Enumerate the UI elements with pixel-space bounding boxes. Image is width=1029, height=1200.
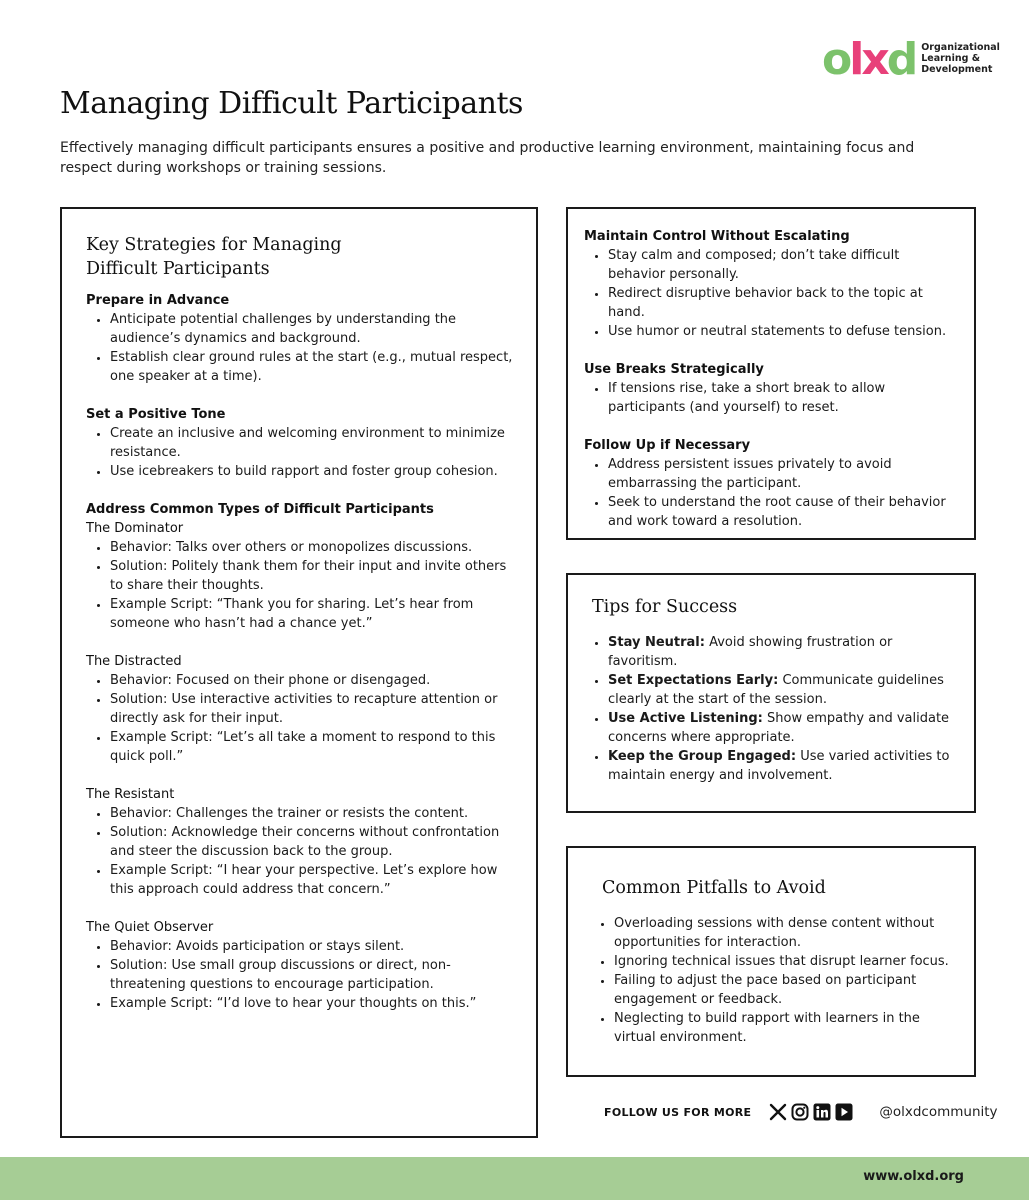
participant-type: The Distracted: [86, 654, 182, 669]
followup-list: [584, 455, 958, 531]
list-item: • Use icebreakers to build rapport and foster group cohesion.: [110, 462, 514, 481]
page-title: Managing Difficult Participants: [60, 86, 523, 121]
tip-text: Communicate guidelines clearly at the start of the session.: [608, 673, 944, 707]
list-item: • Anticipate potential challenges by understanding the audience’s dynamics and background.: [110, 310, 514, 348]
list-item: • Solution: Politely thank them for their input and invite others to share their thoughts.: [110, 557, 514, 595]
tone-list: [86, 424, 514, 481]
prepare-list: [86, 310, 514, 386]
list-item: • Example Script: “I’d love to hear your thoughts on this.”: [110, 994, 514, 1013]
section-heading: Set a Positive Tone: [86, 407, 226, 422]
tip-label: Use Active Listening:: [608, 711, 763, 726]
breaks-list: [584, 379, 958, 417]
section-heading: Address Common Types of Difficult Participants: [86, 502, 434, 517]
section-heading: Maintain Control Without Escalating: [584, 229, 850, 244]
list-item: • Ignoring technical issues that disrupt learner focus.: [614, 952, 958, 971]
tip-label: Stay Neutral:: [608, 635, 705, 650]
logo-text: [921, 42, 1000, 75]
tip-item: [608, 709, 958, 747]
section-heading: Prepare in Advance: [86, 293, 230, 308]
participant-type: The Quiet Observer: [86, 920, 214, 935]
logo-line: Development: [921, 63, 993, 75]
list-item: • Example Script: “Thank you for sharing. Let’s hear from someone who hasn’t had a chance yet.”: [110, 595, 514, 633]
list-item: • Solution: Use interactive activities to recapture attention or directly ask for their input.: [110, 690, 514, 728]
linkedin-icon[interactable]: [813, 1103, 831, 1121]
instagram-icon[interactable]: [791, 1103, 809, 1121]
tip-text: Avoid showing frustration or favoritism.: [608, 635, 893, 669]
list-item: • Example Script: “Let’s all take a moment to respond to this quick poll.”: [110, 728, 514, 766]
list-item: • Failing to adjust the pace based on participant engagement or feedback.: [614, 971, 958, 1009]
list-item: • Establish clear ground rules at the start (e.g., mutual respect, one speaker at a time).: [110, 348, 514, 386]
youtube-icon[interactable]: [835, 1103, 853, 1121]
list-item: • If tensions rise, take a short break to allow participants (and yourself) to reset.: [608, 379, 958, 417]
maintain-list: [584, 246, 958, 341]
logo-line: Learning &: [921, 52, 980, 64]
list-item: • Solution: Use small group discussions or direct, non-threatening questions to encourage participation.: [110, 956, 514, 994]
pitfalls-list: [592, 914, 958, 1047]
key-strategies-title: Key Strategies for Managing Difficult Participants: [86, 235, 342, 279]
follow-label: FOLLOW US FOR MORE: [604, 1105, 752, 1119]
tip-text: Show empathy and validate concerns where appropriate.: [608, 711, 950, 745]
logo-mark: [822, 34, 916, 85]
logo-line: Organizational: [921, 41, 1000, 53]
participant-type: The Resistant: [86, 787, 175, 802]
participant-type: The Dominator: [86, 521, 184, 536]
quiet-list: [86, 937, 514, 1013]
logo-letter-d: d: [886, 34, 916, 85]
pitfalls-box: [566, 846, 976, 1077]
footer-bar: [0, 1157, 1029, 1200]
social-handle[interactable]: @olxdcommunity: [879, 1104, 998, 1120]
list-item: • Example Script: “I hear your perspective. Let’s explore how this approach could address that concern.”: [110, 861, 514, 899]
intro-text: Effectively managing difficult participants ensures a positive and productive learning environment, maintaining focus and respect during workshops or training sessions.: [60, 140, 915, 176]
list-item: • Address persistent issues privately to avoid embarrassing the participant.: [608, 455, 958, 493]
pitfalls-title: Common Pitfalls to Avoid: [602, 878, 826, 898]
logo-letter-o: o: [822, 34, 850, 85]
tip-label: Keep the Group Engaged:: [608, 749, 797, 764]
list-item: • Behavior: Challenges the trainer or resists the content.: [110, 804, 514, 823]
list-item: • Overloading sessions with dense content without opportunities for interaction.: [614, 914, 958, 952]
tips-box: [566, 573, 976, 813]
section-heading: Use Breaks Strategically: [584, 362, 764, 377]
tip-item: [608, 747, 958, 785]
list-item: • Stay calm and composed; don’t take difficult behavior personally.: [608, 246, 958, 284]
logo-letter-x: x: [861, 34, 887, 85]
tip-text: Use varied activities to maintain energy and involvement.: [608, 749, 950, 783]
footer-url[interactable]: www.olxd.org: [863, 1169, 964, 1184]
x-icon[interactable]: [769, 1103, 787, 1121]
tip-item: [608, 633, 958, 671]
social-row: [604, 1100, 998, 1124]
list-item: • Behavior: Talks over others or monopolizes discussions.: [110, 538, 514, 557]
section-heading: Follow Up if Necessary: [584, 438, 751, 453]
list-item: • Use humor or neutral statements to defuse tension.: [608, 322, 958, 341]
tip-item: [608, 671, 958, 709]
list-item: • Solution: Acknowledge their concerns without confrontation and steer the discussion back to the group.: [110, 823, 514, 861]
logo-letter-l: l: [849, 34, 862, 85]
control-box: [566, 207, 976, 540]
resistant-list: [86, 804, 514, 899]
tips-list: [592, 633, 958, 785]
list-item: • Neglecting to build rapport with learners in the virtual environment.: [614, 1009, 958, 1047]
tip-label: Set Expectations Early:: [608, 673, 779, 688]
brand-logo: [822, 34, 1000, 85]
tips-title: Tips for Success: [592, 597, 738, 617]
distracted-list: [86, 671, 514, 766]
key-strategies-box: [60, 207, 538, 1138]
list-item: • Behavior: Avoids participation or stays silent.: [110, 937, 514, 956]
list-item: • Redirect disruptive behavior back to the topic at hand.: [608, 284, 958, 322]
list-item: • Behavior: Focused on their phone or disengaged.: [110, 671, 514, 690]
dominator-list: [86, 538, 514, 633]
list-item: • Create an inclusive and welcoming environment to minimize resistance.: [110, 424, 514, 462]
list-item: • Seek to understand the root cause of their behavior and work toward a resolution.: [608, 493, 958, 531]
